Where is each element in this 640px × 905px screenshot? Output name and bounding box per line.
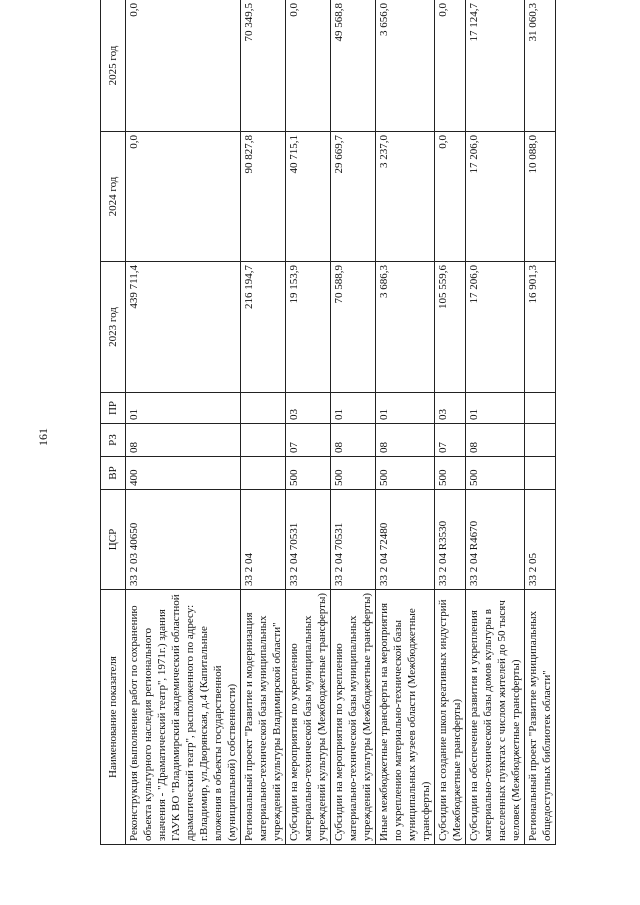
cell-2023: 17 206,0 bbox=[466, 262, 525, 393]
cell-pr: 03 bbox=[435, 393, 466, 424]
cell-name: Иные межбюджетные трансферты на мероприятия по укреплению материально-технической базы муниципальных музеев области (Межбюджетные трансферты) bbox=[376, 590, 435, 845]
table-row bbox=[126, 0, 241, 845]
header-rz: РЗ bbox=[101, 424, 126, 457]
cell-name: Реконструкция (выполнение работ по сохранению объекта культурного наследия регионального значения - "Драматический театр", 1971г.) здания ГАУК ВО "Владимирский академический областной драматический театр", расположенного по адресу: г.Владимир, ул.Дворянская, д.4 (Капитальные вложения в объекты государственной (муниципальной) собственности) bbox=[126, 590, 241, 845]
cell-2025: 0,0 bbox=[286, 0, 331, 132]
cell-pr bbox=[525, 393, 556, 424]
cell-vr bbox=[525, 457, 556, 490]
cell-2025: 49 568,8 bbox=[331, 0, 376, 132]
cell-2025: 70 349,5 bbox=[241, 0, 286, 132]
cell-2024: 10 088,0 bbox=[525, 132, 556, 262]
cell-name: Субсидии на мероприятия по укреплению материально-технической базы муниципальных учреждений культуры (Межбюджетные трансферты) bbox=[331, 590, 376, 845]
cell-vr: 500 bbox=[466, 457, 525, 490]
cell-rz: 08 bbox=[331, 424, 376, 457]
cell-csr: 33 2 03 40650 bbox=[126, 490, 241, 590]
table-row bbox=[466, 0, 525, 845]
cell-rz: 08 bbox=[126, 424, 241, 457]
cell-vr bbox=[241, 457, 286, 490]
cell-2024: 90 827,8 bbox=[241, 132, 286, 262]
cell-2025: 3 656,0 bbox=[376, 0, 435, 132]
cell-csr: 33 2 04 bbox=[241, 490, 286, 590]
cell-2025: 31 060,3 bbox=[525, 0, 556, 132]
cell-csr: 33 2 04 70531 bbox=[286, 490, 331, 590]
cell-2023: 70 588,9 bbox=[331, 262, 376, 393]
cell-2024: 17 206,0 bbox=[466, 132, 525, 262]
cell-pr: 01 bbox=[466, 393, 525, 424]
table-row bbox=[376, 0, 435, 845]
cell-pr: 01 bbox=[126, 393, 241, 424]
cell-name: Региональный проект "Развитие и модернизация материально-технической базы муниципальных учреждений культуры Владимирской области" bbox=[241, 590, 286, 845]
header-vr: ВР bbox=[101, 457, 126, 490]
cell-name: Субсидии на мероприятия по укреплению материально-технической базы муниципальных учреждений культуры (Межбюджетные трансферты) bbox=[286, 590, 331, 845]
cell-pr bbox=[241, 393, 286, 424]
cell-csr: 33 2 04 R3530 bbox=[435, 490, 466, 590]
table-row bbox=[286, 0, 331, 845]
cell-2023: 216 194,7 bbox=[241, 262, 286, 393]
budget-table bbox=[100, 0, 556, 845]
cell-csr: 33 2 04 70531 bbox=[331, 490, 376, 590]
cell-vr: 400 bbox=[126, 457, 241, 490]
table-header-row bbox=[101, 0, 126, 845]
cell-name: Субсидии на обеспечение развития и укрепления материально-технической базы домов культуры в населенных пунктах с числом жителей до 50 тысяч человек (Межбюджетные трансферты) bbox=[466, 590, 525, 845]
cell-2023: 439 711,4 bbox=[126, 262, 241, 393]
cell-2024: 3 237,0 bbox=[376, 132, 435, 262]
cell-pr: 03 bbox=[286, 393, 331, 424]
cell-vr: 500 bbox=[286, 457, 331, 490]
header-pr: ПР bbox=[101, 393, 126, 424]
cell-vr: 500 bbox=[435, 457, 466, 490]
header-2023: 2023 год bbox=[101, 262, 126, 393]
header-csr: ЦСР bbox=[101, 490, 126, 590]
header-2025: 2025 год bbox=[101, 0, 126, 132]
header-2024: 2024 год bbox=[101, 132, 126, 262]
cell-rz: 07 bbox=[286, 424, 331, 457]
cell-vr: 500 bbox=[331, 457, 376, 490]
cell-csr: 33 2 04 72480 bbox=[376, 490, 435, 590]
cell-rz: 07 bbox=[435, 424, 466, 457]
cell-rz: 08 bbox=[466, 424, 525, 457]
cell-2024: 40 715,1 bbox=[286, 132, 331, 262]
cell-2024: 0,0 bbox=[435, 132, 466, 262]
cell-csr: 33 2 04 R4670 bbox=[466, 490, 525, 590]
header-name: Наименование показателя bbox=[101, 590, 126, 845]
table-row bbox=[525, 0, 556, 845]
cell-csr: 33 2 05 bbox=[525, 490, 556, 590]
cell-name: Региональный проект "Развитие муниципальных общедоступных библиотек области" bbox=[525, 590, 556, 845]
table-row bbox=[331, 0, 376, 845]
cell-2023: 16 901,3 bbox=[525, 262, 556, 393]
cell-2025: 0,0 bbox=[126, 0, 241, 132]
cell-2023: 105 559,6 bbox=[435, 262, 466, 393]
page-number: 161 bbox=[36, 428, 50, 446]
cell-rz: 08 bbox=[376, 424, 435, 457]
cell-vr: 500 bbox=[376, 457, 435, 490]
cell-name: Субсидии на создание школ креативных индустрий (Межбюджетные трансферты) bbox=[435, 590, 466, 845]
cell-rz bbox=[525, 424, 556, 457]
cell-2025: 0,0 bbox=[435, 0, 466, 132]
cell-2023: 19 153,9 bbox=[286, 262, 331, 393]
cell-2024: 29 669,7 bbox=[331, 132, 376, 262]
table-row bbox=[241, 0, 286, 845]
rotated-table-container bbox=[100, 0, 625, 845]
cell-rz bbox=[241, 424, 286, 457]
cell-2024: 0,0 bbox=[126, 132, 241, 262]
cell-pr: 01 bbox=[331, 393, 376, 424]
cell-2025: 17 124,7 bbox=[466, 0, 525, 132]
cell-2023: 3 686,3 bbox=[376, 262, 435, 393]
cell-pr: 01 bbox=[376, 393, 435, 424]
table-row bbox=[435, 0, 466, 845]
